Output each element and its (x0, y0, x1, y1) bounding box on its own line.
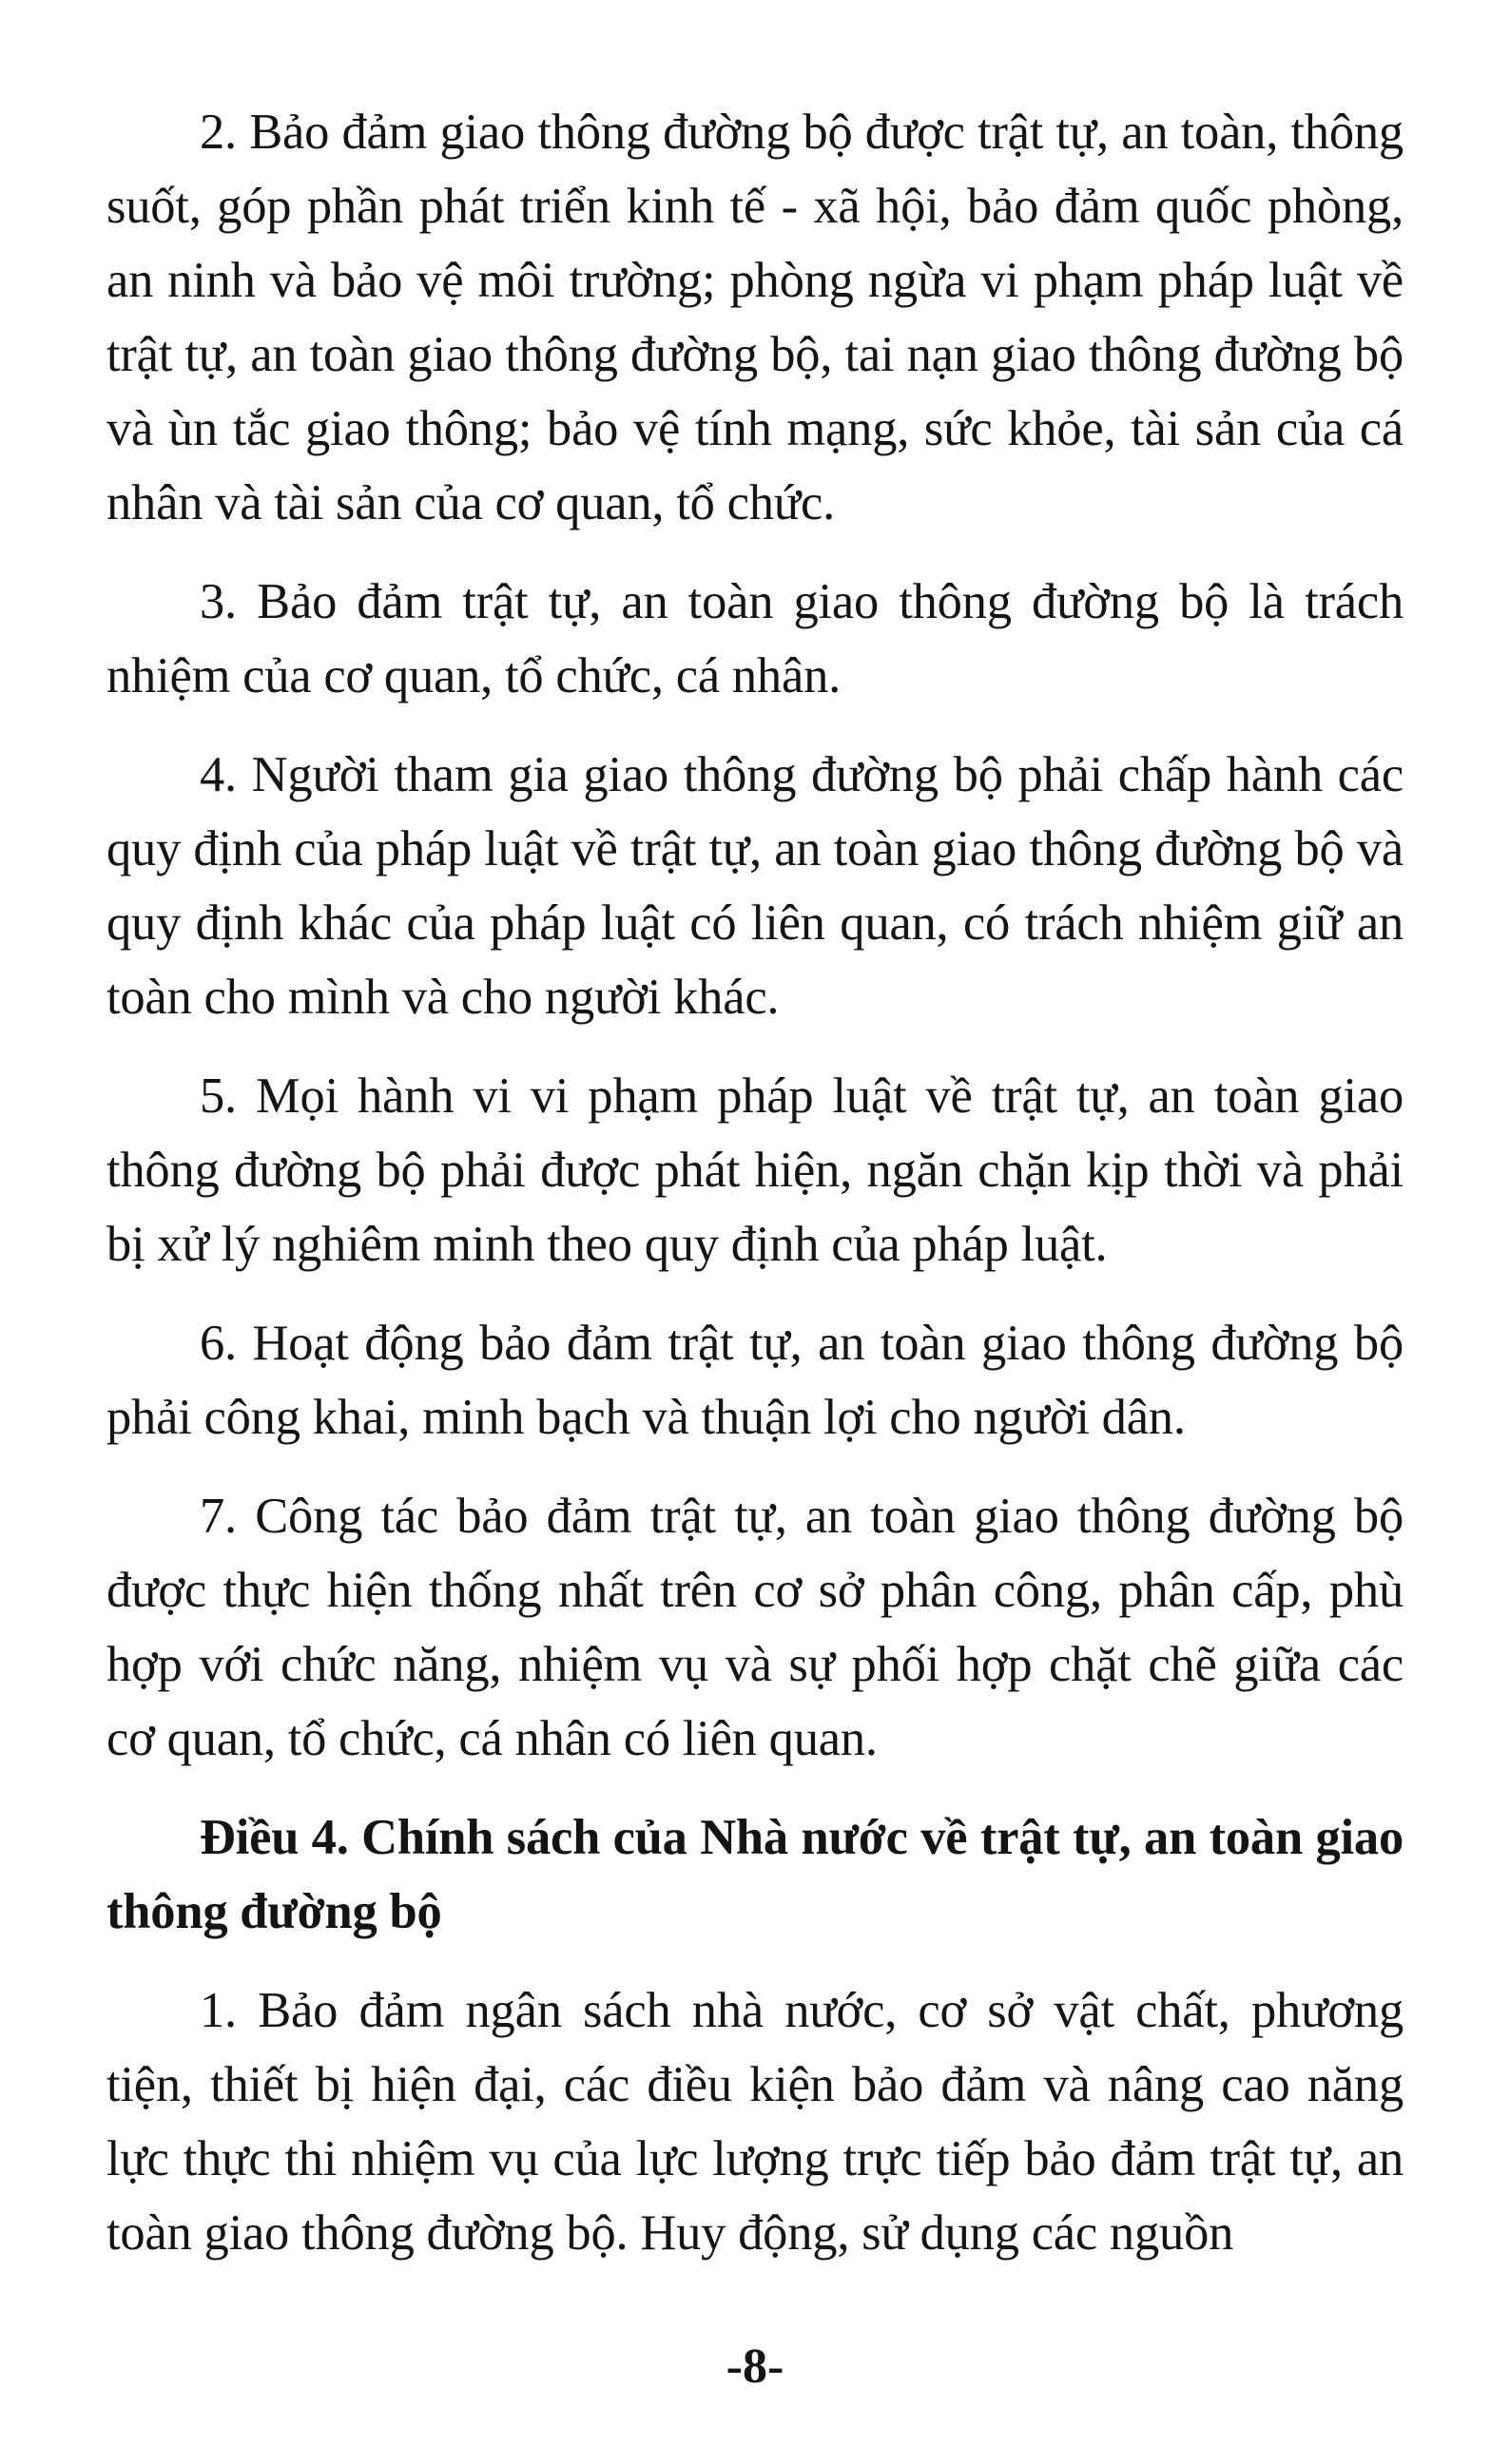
paragraph-clause-2: 2. Bảo đảm giao thông đường bộ được trật tự, an toàn, thông suốt, góp phần phát triển kinh tế - xã hội, bảo đảm quốc phòng, an ninh và bảo vệ môi trường; phòng ngừa vi phạm pháp luật về trật tự, an toàn giao thông đường bộ, tai nạn giao thông đường bộ và ùn tắc giao thông; bảo vệ tính mạng, sức khỏe, tài sản của cá nhân và tài sản của cơ quan, tổ chức. (106, 105, 1404, 530)
paragraph-clause-5: 5. Mọi hành vi vi phạm pháp luật về trật tự, an toàn giao thông đường bộ phải được phát hiện, ngăn chặn kịp thời và phải bị xử lý nghiêm minh theo quy định của pháp luật. (106, 1068, 1404, 1272)
page-body (106, 95, 1404, 2270)
article-4-heading: Điều 4. Chính sách của Nhà nước về trật tự, an toàn giao thông đường bộ (106, 1810, 1404, 1939)
page-number: -8- (726, 2339, 784, 2394)
paragraph-clause-6: 6. Hoạt động bảo đảm trật tự, an toàn giao thông đường bộ phải công khai, minh bạch và thuận lợi cho người dân. (106, 1316, 1404, 1445)
paragraph-clause-4: 4. Người tham gia giao thông đường bộ phải chấp hành các quy định của pháp luật về trật tự, an toàn giao thông đường bộ và quy định khác của pháp luật có liên quan, có trách nhiệm giữ an toàn cho mình và cho người khác. (106, 747, 1404, 1025)
paragraph-clause-7: 7. Công tác bảo đảm trật tự, an toàn giao thông đường bộ được thực hiện thống nhất trên cơ sở phân công, phân cấp, phù hợp với chức năng, nhiệm vụ và sự phối hợp chặt chẽ giữa các cơ quan, tổ chức, cá nhân có liên quan. (106, 1489, 1404, 1766)
paragraph-article-4-clause-1: 1. Bảo đảm ngân sách nhà nước, cơ sở vật chất, phương tiện, thiết bị hiện đại, các điều kiện bảo đảm và nâng cao năng lực thực thi nhiệm vụ của lực lượng trực tiếp bảo đảm trật tự, an toàn giao thông đường bộ. Huy động, sử dụng các nguồn (106, 1983, 1404, 2261)
paragraph-clause-3: 3. Bảo đảm trật tự, an toàn giao thông đường bộ là trách nhiệm của cơ quan, tổ chức, cá nhân. (106, 574, 1404, 703)
